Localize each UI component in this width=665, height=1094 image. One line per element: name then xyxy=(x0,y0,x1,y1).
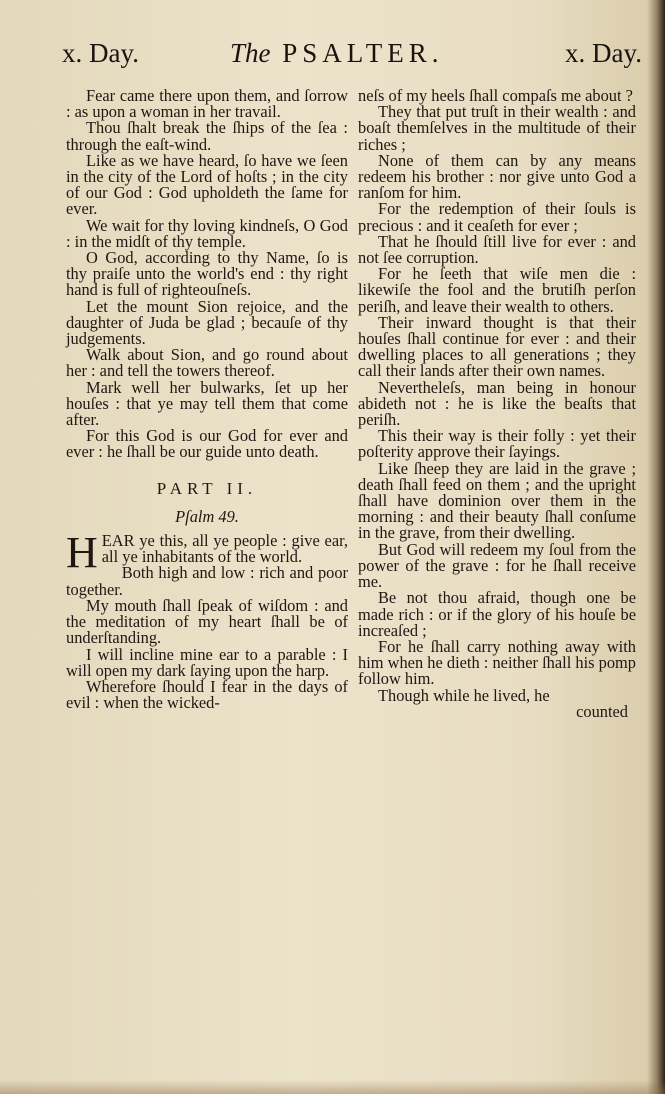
header-day-right: x. Day. xyxy=(565,38,642,68)
verse: Let the mount Sion rejoice, and the daughter of Juda be glad ; becauſe of thy judgements. xyxy=(66,296,348,349)
verse: They that put truſt in their wealth : and boaſt themſelves in the multitude of their riches ; xyxy=(358,102,636,154)
verse: Like as we have heard, ſo have we ſeen in the city of the Lord of hoſts ; in the city of our God : God upholdeth the ſame for ever. xyxy=(66,150,348,219)
verse: Though while he lived, he xyxy=(378,685,550,705)
verse: For he ſhall carry nothing away with him when he dieth : neither ſhall his pomp follow him. xyxy=(358,636,636,689)
verse: Nevertheleſs, man being in honour abideth not : he is like the beaſts that periſh. xyxy=(358,377,636,430)
header-title xyxy=(230,38,444,69)
drop-cap: H xyxy=(66,528,98,578)
catchword: counted xyxy=(576,701,628,721)
verse: For this God is our God for ever and ever : he ſhall be our guide unto death. xyxy=(66,426,348,462)
verse: Wherefore ſhould I fear in the days of evil : when the wicked- xyxy=(66,676,348,713)
part-heading: PART II. xyxy=(156,478,258,498)
verse: Like ſheep they are laid in the grave ; death ſhall feed on them ; and the upright ſhall have dominion over them in the morning : and their beauty ſhall conſume in the grave, from their dwelling. xyxy=(358,458,636,543)
verse: Thou ſhalt break the ſhips of the ſea : through the eaſt-wind. xyxy=(66,118,348,154)
verse: That he ſhould ſtill live for ever : and not ſee corruption. xyxy=(358,231,636,268)
verse: I will incline mine ear to a parable : I will open my dark ſaying upon the harp. xyxy=(66,644,348,680)
right-column xyxy=(358,88,636,736)
verse: Both high and low : rich and poor together. xyxy=(66,563,348,599)
psalm-title: Pſalm 49. xyxy=(175,506,239,526)
verse: For the redemption of their ſouls is precious : and it ceaſeth for ever ; xyxy=(358,199,636,235)
verse: Their inward thought is that their houſes ſhall continue for ever : and their dwelling places to all generations ; they call their lands after their own names. xyxy=(358,312,636,381)
verse: O God, according to thy Name, ſo is thy praiſe unto the world's end : thy right hand is full of righteouſneſs. xyxy=(66,248,348,300)
verse: Be not thou afraid, though one be made rich : or if the glory of his houſe be increaſed ; xyxy=(358,588,636,640)
verse-continuation: neſs of my heels ſhall compaſs me about ? xyxy=(358,86,633,105)
opening-verse xyxy=(66,528,348,578)
header-title-psalter: PSALTER. xyxy=(282,38,444,68)
left-column xyxy=(66,88,348,711)
header-day-left: x. Day. xyxy=(62,38,139,68)
page-edge-shadow xyxy=(647,0,665,1094)
verse: Walk about Sion, and go round about her : and tell the towers thereof. xyxy=(66,345,348,381)
verse: But God will redeem my ſoul from the power of the grave : for he ſhall receive me. xyxy=(358,539,636,592)
verse: For he ſeeth that wiſe men die : likewiſe the fool and the brutiſh perſon periſh, and leave their wealth to others. xyxy=(358,264,636,316)
opening-verse-text: EAR ye this, all ye people : give ear, all ye inhabitants of the world. xyxy=(101,531,348,567)
verse: Mark well her bulwarks, ſet up her houſes : that ye may tell them that come after. xyxy=(66,377,348,430)
verse: None of them can by any means redeem his brother : nor give unto God a ranſom for him. xyxy=(358,150,636,203)
running-head xyxy=(62,38,642,82)
verse: We wait for thy loving kindneſs, O God : in the midſt of thy temple. xyxy=(66,215,348,251)
header-title-the: The xyxy=(230,38,271,68)
verse: Fear came there upon them, and ſorrow : as upon a woman in her travail. xyxy=(66,86,348,122)
verse: My mouth ſhall ſpeak of wiſdom : and the meditation of my heart ſhall be of underſtanding. xyxy=(66,595,348,648)
verse: This their way is their folly : yet their poſterity approve their ſayings. xyxy=(358,426,636,462)
page-bottom-shadow xyxy=(0,1080,665,1094)
